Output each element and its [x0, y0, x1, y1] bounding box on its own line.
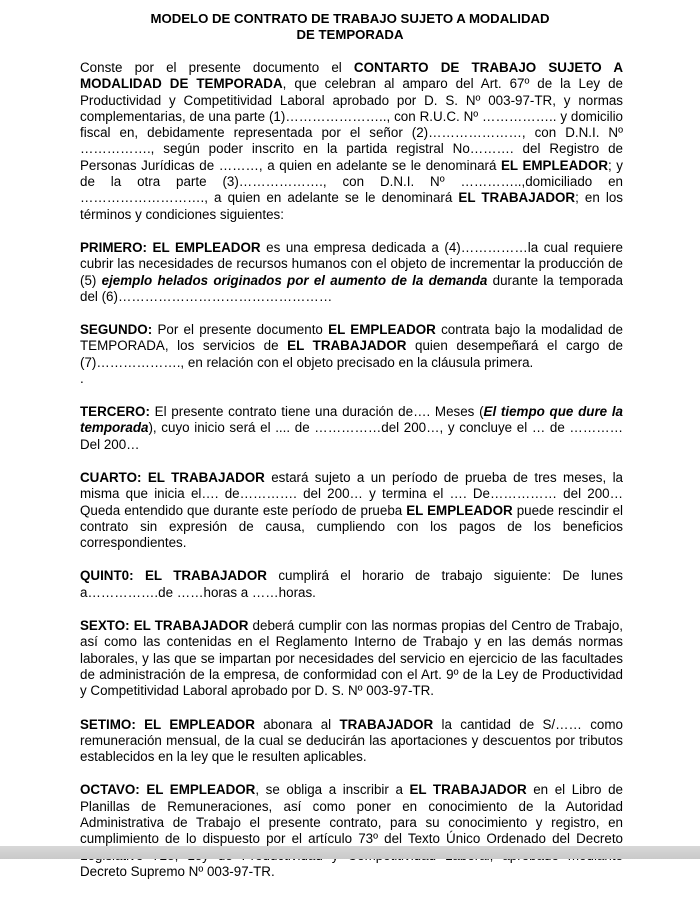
clause-primero-label: PRIMERO: EL EMPLEADOR [80, 239, 261, 255]
clause-quinto-text-1: cumplirá el horario de trabajo siguiente: De lunes a…………….de ……horas a ……horas. [80, 568, 623, 600]
intro-text-1: Conste por el presente documento el [80, 60, 354, 75]
intro-text-4: ; en los términos y condiciones siguientes: [80, 190, 623, 222]
contract-body [80, 60, 623, 897]
clause-quinto-label: QUINT0: EL TRABAJADOR [80, 568, 267, 584]
clause-sexto [80, 618, 623, 699]
clause-cuarto-text-1: estará sujeto a un período de prueba de tres meses, la misma que inicia el…. de…………. del 200… y termina el …. De…………… del 200… Queda entendido que durante este período de prueba [80, 469, 623, 518]
employer-term: EL EMPLEADOR [501, 157, 608, 173]
clause-cuarto [80, 470, 623, 551]
intro-text-3: ; y de la otra parte (3)………………., con D.N.I. Nº …………..,domiciliado en ………………………., a quien en adelante se le denominará [80, 157, 623, 206]
clause-octavo-worker: EL TRABAJADOR [409, 782, 527, 798]
clause-octavo-text-2: en el Libro de Planillas de Remuneraciones, así como poner en conocimiento de la Autoridad Administrativa de Trabajo el presente contrato, para su conocimiento y registro, en cumplimiento de lo dispuesto por el artículo 73º del Texto Único Ordenado del Decreto Decreto Supremo Nº 003-97-TR. [80, 782, 623, 879]
clause-primero-text-1: es una empresa dedicada a (4)……………la cual requiere cubrir las necesidades de recursos humanos con el objeto de incrementar la producción de (5) [80, 239, 623, 288]
document-title [80, 11, 620, 43]
clause-tercero [80, 404, 623, 453]
clause-setimo-label: SETIMO: EL EMPLEADOR [80, 716, 255, 732]
title-line-2: DE TEMPORADA [296, 27, 404, 42]
clause-setimo-text-1: abonara al [254, 716, 340, 732]
title-line-1: MODELO DE CONTRATO DE TRABAJO SUJETO A MODALIDAD [150, 11, 550, 26]
clause-segundo [80, 322, 623, 371]
clause-setimo [80, 717, 623, 766]
intro-text-2: , que celebran al amparo del Art. 67º de la Ley de Productividad y Competitividad Laboral aprobado por D. S. Nº 003-97-TR, y normas complementarias, de una parte (1)………………….., con R.U.C. Nº …………….. y domicilio fiscal en, debidamente representada por el señor (2)…………………, con D.N.I. Nº ……………., según poder inscrito en la partida registral No………. del Registro de Personas Jurídicas de ………, a quien en adelante se le denominará [80, 76, 623, 173]
clause-tercero-label: TERCERO: [80, 404, 150, 420]
contract-name: CONTARTO DE TRABAJO SUJETO A MODALIDAD DE TEMPORADA [80, 60, 624, 92]
viewer-bottom-bar [0, 846, 700, 859]
clause-tercero-text-2: ), cuyo inicio será el .... de ……………del 200…, y concluye el … de ………… Del 200… [80, 420, 623, 452]
clause-cuarto-text-2: puede rescindir el contrato sin expresión de causa, cumpliendo con los pagos de los beneficios correspondientes. [80, 502, 623, 551]
clause-tercero-text-1: El presente contrato tiene una duración de…. Meses ( [149, 404, 484, 420]
clause-setimo-text-2: la cantidad de S/…… como remuneración mensual, de la cual se deducirán las aportaciones y descuentos por tributos establecidos en la ley que le resulten aplicables. [80, 716, 623, 765]
clause-segundo-text-3: quien desempeñará el cargo de (7)………………., en relación con el objeto precisado en la cláusula primera. [80, 338, 623, 370]
clause-sexto-label: SEXTO: EL TRABAJADOR [80, 618, 249, 634]
clause-primero-example: ejemplo helados originados por el aumento de la demanda [101, 272, 488, 288]
clause-cuarto-employer: EL EMPLEADOR [406, 502, 513, 518]
separator-dot: . [80, 371, 84, 387]
worker-term: EL TRABAJADOR [458, 190, 576, 206]
clause-tercero-duration-note: El tiempo que dure la temporada [80, 404, 623, 436]
clause-primero [80, 240, 623, 305]
clause-segundo-text-1: Por el presente documento [152, 322, 329, 338]
clause-quinto [80, 568, 623, 601]
clause-segundo-text-2: contrata bajo la modalidad de TEMPORADA, los servicios de [80, 322, 623, 354]
clause-octavo-label: OCTAVO: EL EMPLEADOR [80, 782, 256, 798]
clause-sexto-text-1: deberá cumplir con las normas propias del Centro de Trabajo, así como las contenidas en el Reglamento Interno de Trabajo y en las demás normas laborales, y las que se impartan por necesidades del servicio en ejercicio de las facultades de administración de la empresa, de conformidad con el Art. 9º de la Ley de Productividad y Competitividad Laboral aprobado por D. S. Nº 003-97-TR. [80, 618, 623, 699]
intro-paragraph [80, 60, 623, 223]
clause-primero-text-2: durante la temporada del (6)………………………………………… [80, 272, 623, 304]
clause-segundo-label: SEGUNDO: [80, 322, 153, 338]
clause-segundo-employer: EL EMPLEADOR [328, 322, 436, 338]
clause-cuarto-label: CUARTO: EL TRABAJADOR [80, 469, 265, 485]
clause-octavo-text-1: , se obliga a inscribir a [255, 782, 410, 798]
clause-octavo [80, 782, 623, 880]
clause-setimo-worker: TRABAJADOR [339, 716, 434, 732]
clause-segundo-worker: EL TRABAJADOR [287, 338, 407, 354]
